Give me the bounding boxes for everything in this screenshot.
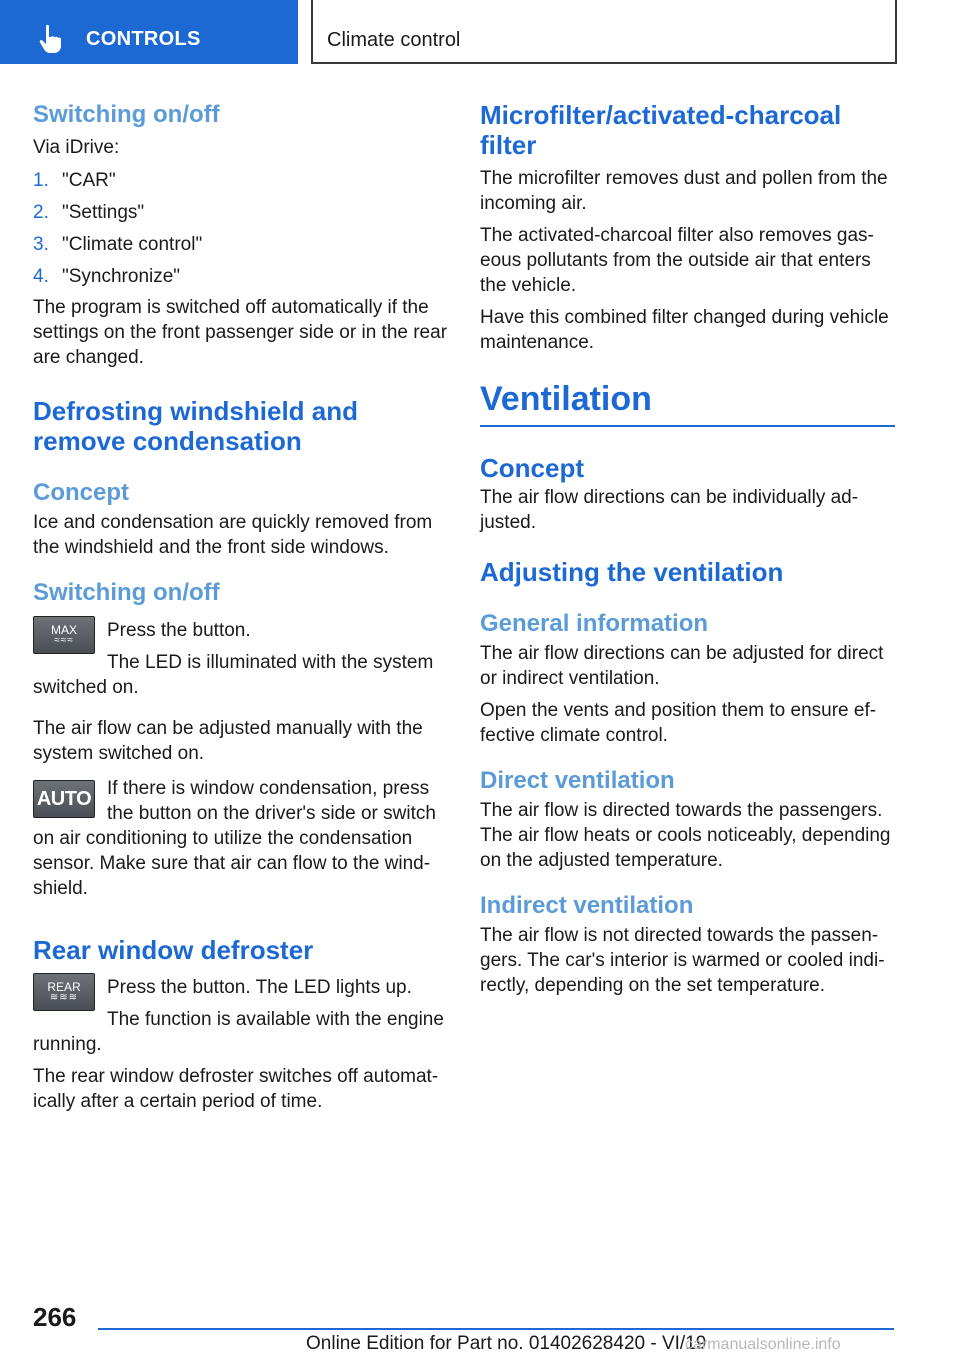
- list-item: 3. "Climate control": [33, 234, 203, 255]
- pointing-hand-icon: [38, 24, 66, 54]
- rear-defroster-heading: Rear window defroster: [33, 935, 314, 965]
- general-p2: Open the vents and position them to ensure ef-fective climate control.: [480, 700, 877, 746]
- edition-text: Online Edition for Part no. 01402628420 - VI/19: [306, 1333, 707, 1354]
- chapter-header: [311, 0, 897, 64]
- page-number: 266: [33, 1302, 77, 1332]
- max-button-block: [33, 612, 448, 700]
- filter-heading: Microfilter/activated-charcoal filter: [480, 100, 842, 160]
- airflow-text: The air flow can be adjusted manually with the system switched on.: [33, 718, 423, 764]
- vent-concept-heading: Concept: [480, 453, 584, 483]
- footer-divider: [98, 1328, 894, 1330]
- general-heading: General information: [480, 610, 709, 637]
- auto-button-block: [33, 776, 448, 901]
- concept-text: Ice and condensation are quickly removed from the windshield and the front side windows.: [33, 512, 433, 558]
- auto-button-icon: AUTO: [33, 780, 95, 818]
- rear-press-text: Press the button. The LED lights up.: [107, 977, 412, 998]
- list-item: 2. "Settings": [33, 202, 145, 223]
- defrost-switch-heading: Switching on/off: [33, 579, 220, 606]
- indirect-text: The air flow is not directed towards the passen-gers. The car's interior is warmed or cooled indi-rectly, depending on the set temperature.: [480, 925, 885, 996]
- watermark: carmanualsonline.info: [685, 1336, 841, 1353]
- max-led-text: The LED is illuminated with the system switched on.: [33, 652, 434, 698]
- switching-heading: Switching on/off: [33, 101, 220, 128]
- chapter-title: Climate control: [327, 29, 461, 51]
- list-item: 1. "CAR": [33, 170, 116, 191]
- list-item: 4. "Synchronize": [33, 266, 181, 287]
- filter-p3: Have this combined filter changed during vehicle maintenance.: [480, 307, 889, 353]
- rear-defrost-button-icon: REAR ≋≋≋: [33, 973, 95, 1011]
- auto-text: If there is window condensation, press the button on the driver's side or switch on air conditioning to utilize the condensation sensor. Make sure that air can flow to the wind-shield.: [33, 778, 436, 899]
- idrive-steps: [33, 165, 448, 293]
- max-press-text: Press the button.: [107, 620, 251, 641]
- vent-concept-text: The air flow directions can be individually ad-justed.: [480, 487, 859, 533]
- switch-off-note: The program is switched off automatically if the settings on the front passenger side or in the rear are changed.: [33, 297, 448, 368]
- ventilation-heading: Ventilation: [480, 379, 895, 427]
- general-p1: The air flow directions can be adjusted for direct or indirect ventilation.: [480, 643, 884, 689]
- section-tab: [0, 0, 298, 64]
- rear-auto-off-text: The rear window defroster switches off automat-ically after a certain period of time.: [33, 1066, 439, 1112]
- adjust-heading: Adjusting the ventilation: [480, 557, 784, 587]
- filter-p2: The activated-charcoal filter also removes gas-eous pollutants from the outside air that enters the vehicle.: [480, 225, 874, 296]
- direct-text: The air flow is directed towards the passengers. The air flow heats or cools noticeably, depending on the adjusted temperature.: [480, 800, 891, 871]
- left-column: [33, 100, 448, 1121]
- direct-heading: Direct ventilation: [480, 767, 675, 794]
- defrost-heading: Defrosting windshield and remove condensation: [33, 396, 359, 456]
- right-column: [480, 100, 895, 1005]
- idrive-intro: Via iDrive:: [33, 137, 120, 158]
- rear-button-block: [33, 969, 448, 1057]
- rear-function-text: The function is available with the engine running.: [33, 1009, 444, 1055]
- section-title: CONTROLS: [86, 28, 201, 50]
- concept-heading: Concept: [33, 479, 129, 506]
- filter-p1: The microfilter removes dust and pollen from the incoming air.: [480, 168, 888, 214]
- indirect-heading: Indirect ventilation: [480, 892, 694, 919]
- max-defrost-button-icon: MAX ≈≈≈: [33, 616, 95, 654]
